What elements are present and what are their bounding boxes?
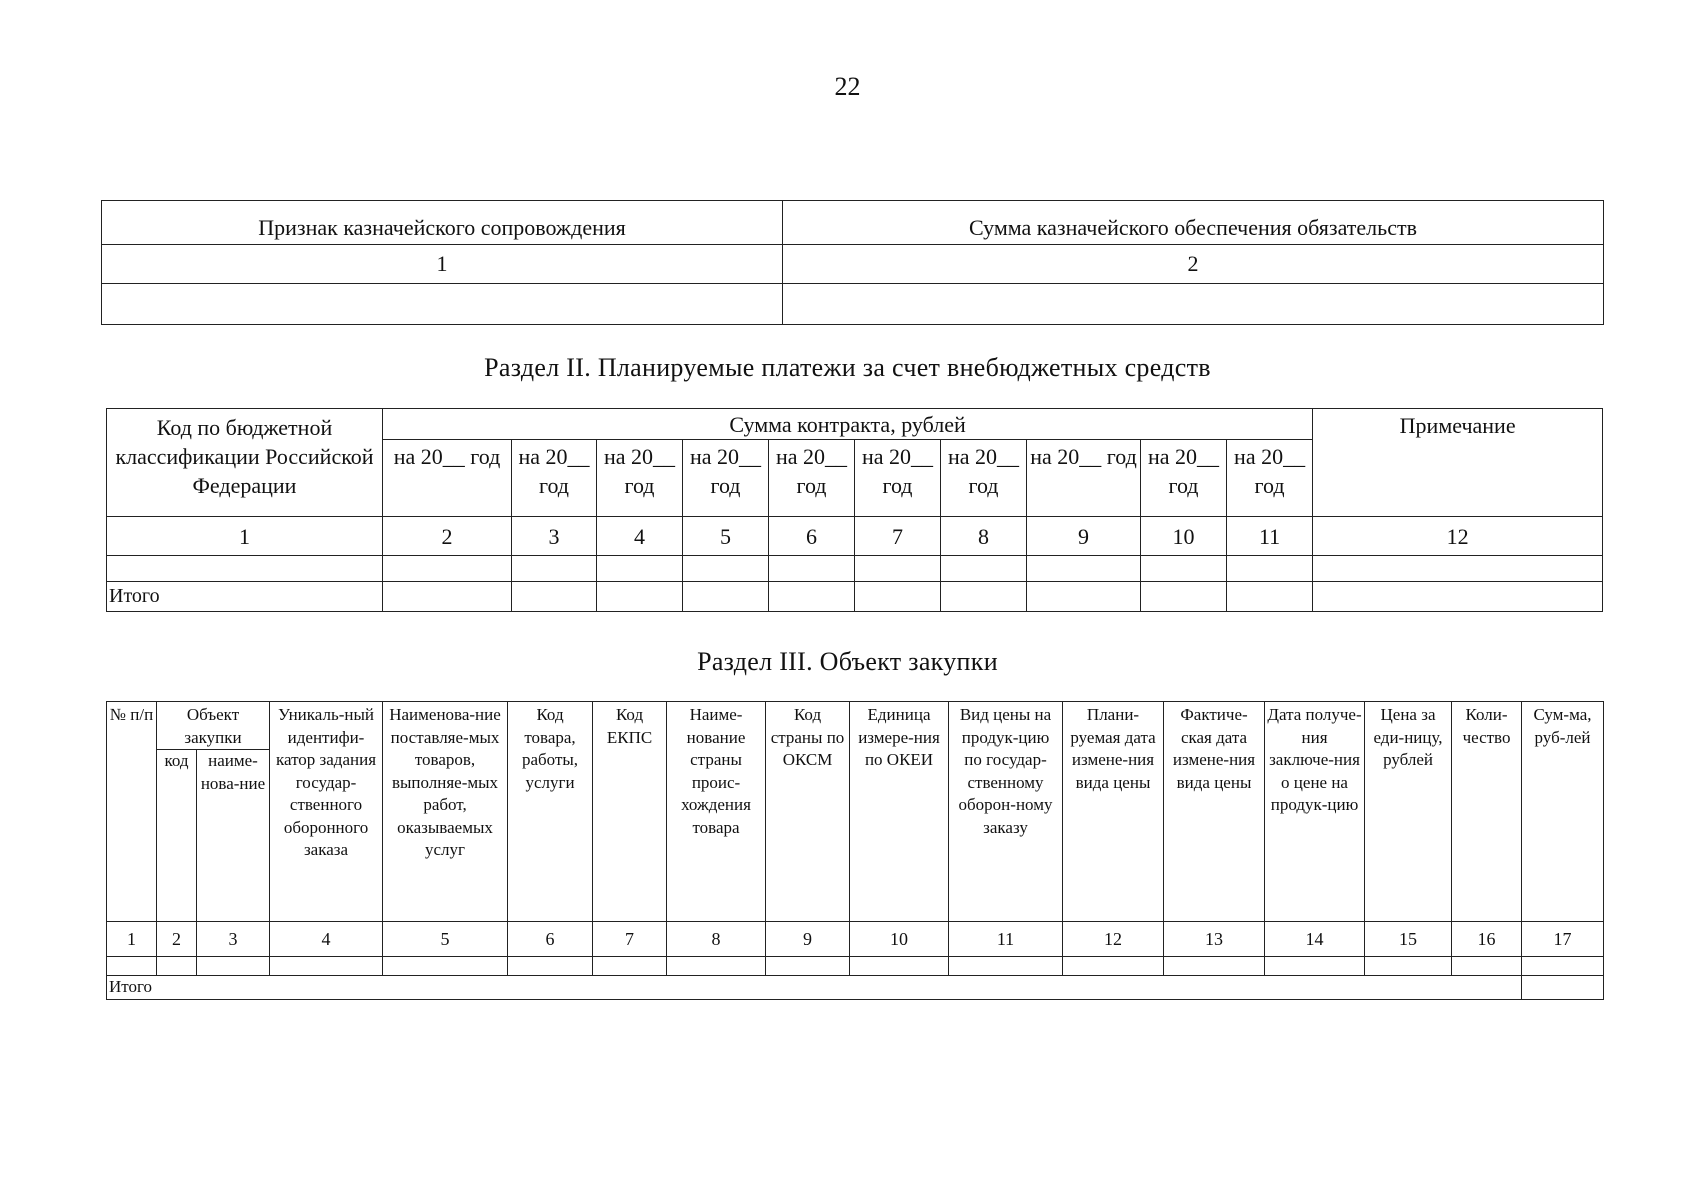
object-name-header: наиме-нова-ние [197, 750, 270, 922]
empty-cell [383, 582, 512, 612]
page-number: 22 [834, 72, 861, 101]
empty-cell [1027, 556, 1141, 582]
column-number: 6 [508, 922, 593, 957]
planned-date-header: Плани-руемая дата измене-ния вида цены [1063, 702, 1164, 922]
treasury-sum-header: Сумма казначейского обеспечения обязательств [783, 201, 1604, 245]
column-number: 6 [769, 517, 855, 556]
year-header: на 20__ год [769, 440, 855, 517]
goods-code-header: Код товара, работы, услуги [508, 702, 593, 922]
column-number: 14 [1265, 922, 1365, 957]
unit-header: Единица измере-ния по ОКЕИ [850, 702, 949, 922]
column-number: 3 [197, 922, 270, 957]
ekps-code-header: Код ЕКПС [593, 702, 667, 922]
empty-cell [383, 957, 508, 976]
quantity-header: Коли-чество [1452, 702, 1522, 922]
column-number: 1 [102, 245, 783, 284]
country-name-header: Наиме-нование страны проис-хождения товара [667, 702, 766, 922]
procurement-object-header: Объект закупки [157, 702, 270, 750]
goods-name-header: Наименова-ние поставляе-мых товаров, выполняе-мых работ, оказываемых услуг [383, 702, 508, 922]
empty-cell [855, 556, 941, 582]
contract-sum-header: Сумма контракта, рублей [383, 409, 1313, 440]
empty-cell [1265, 957, 1365, 976]
empty-cell [783, 284, 1604, 325]
empty-cell [1063, 957, 1164, 976]
empty-cell [941, 556, 1027, 582]
column-number: 8 [667, 922, 766, 957]
column-number: 5 [683, 517, 769, 556]
year-header: на 20__ год [512, 440, 597, 517]
empty-cell [683, 582, 769, 612]
column-number: 12 [1313, 517, 1603, 556]
row-number-header: № п/п [107, 702, 157, 922]
year-header: на 20__ год [597, 440, 683, 517]
column-number: 2 [383, 517, 512, 556]
empty-cell [508, 957, 593, 976]
total-label: Итого [107, 976, 1522, 1000]
column-number: 7 [855, 517, 941, 556]
empty-cell [1164, 957, 1265, 976]
section-3-title: Раздел III. Объект закупки [697, 647, 998, 676]
empty-cell [850, 957, 949, 976]
column-number: 5 [383, 922, 508, 957]
actual-date-header: Фактиче-ская дата измене-ния вида цены [1164, 702, 1265, 922]
empty-cell [1452, 957, 1522, 976]
year-header: на 20__ год [1027, 440, 1141, 517]
year-header: на 20__ год [941, 440, 1027, 517]
treasury-support-table [101, 200, 1604, 325]
section-2-title: Раздел II. Планируемые платежи за счет внебюджетных средств [484, 353, 1211, 382]
empty-cell [102, 284, 783, 325]
country-code-header: Код страны по ОКСМ [766, 702, 850, 922]
column-number: 13 [1164, 922, 1265, 957]
unique-identifier-header: Уникаль-ный идентифи-катор задания государ-ственного оборонного заказа [270, 702, 383, 922]
empty-cell [1522, 976, 1604, 1000]
object-code-header: код [157, 750, 197, 922]
total-label: Итого [107, 582, 383, 612]
empty-cell [383, 556, 512, 582]
empty-cell [107, 556, 383, 582]
column-number: 10 [1141, 517, 1227, 556]
year-header: на 20__ год [683, 440, 769, 517]
empty-cell [855, 582, 941, 612]
empty-cell [1522, 957, 1604, 976]
treasury-support-header: Признак казначейского сопровождения [102, 201, 783, 245]
empty-cell [1141, 582, 1227, 612]
column-number: 8 [941, 517, 1027, 556]
empty-cell [769, 556, 855, 582]
column-number: 4 [597, 517, 683, 556]
empty-cell [597, 556, 683, 582]
column-number: 16 [1452, 922, 1522, 957]
year-header: на 20__ год [855, 440, 941, 517]
empty-cell [941, 582, 1027, 612]
empty-cell [597, 582, 683, 612]
empty-cell [157, 957, 197, 976]
column-number: 9 [766, 922, 850, 957]
empty-cell [1365, 957, 1452, 976]
extrabudgetary-payments-table [106, 408, 1603, 612]
empty-cell [1313, 582, 1603, 612]
empty-cell [949, 957, 1063, 976]
column-number: 11 [949, 922, 1063, 957]
empty-cell [512, 582, 597, 612]
empty-cell [270, 957, 383, 976]
empty-cell [1141, 556, 1227, 582]
conclusion-date-header: Дата получе-ния заключе-ния о цене на продук-цию [1265, 702, 1365, 922]
empty-cell [1227, 582, 1313, 612]
column-number: 11 [1227, 517, 1313, 556]
empty-cell [512, 556, 597, 582]
empty-cell [593, 957, 667, 976]
column-number: 1 [107, 517, 383, 556]
empty-cell [766, 957, 850, 976]
procurement-object-table [106, 701, 1604, 1000]
empty-cell [667, 957, 766, 976]
column-number: 3 [512, 517, 597, 556]
column-number: 7 [593, 922, 667, 957]
empty-cell [769, 582, 855, 612]
empty-cell [683, 556, 769, 582]
column-number: 2 [157, 922, 197, 957]
column-number: 12 [1063, 922, 1164, 957]
price-type-header: Вид цены на продук-цию по государ-ственному оборон-ному заказу [949, 702, 1063, 922]
column-number: 15 [1365, 922, 1452, 957]
empty-cell [1027, 582, 1141, 612]
empty-cell [107, 957, 157, 976]
column-number: 10 [850, 922, 949, 957]
year-header: на 20__ год [383, 440, 512, 517]
unit-price-header: Цена за еди-ницу, рублей [1365, 702, 1452, 922]
empty-cell [1227, 556, 1313, 582]
column-number: 4 [270, 922, 383, 957]
empty-cell [1313, 556, 1603, 582]
year-header: на 20__ год [1141, 440, 1227, 517]
budget-code-header: Код по бюджетной классификации Российской Федерации [107, 409, 383, 517]
sum-header: Сум-ма, руб-лей [1522, 702, 1604, 922]
column-number: 1 [107, 922, 157, 957]
empty-cell [197, 957, 270, 976]
column-number: 9 [1027, 517, 1141, 556]
column-number: 17 [1522, 922, 1604, 957]
column-number: 2 [783, 245, 1604, 284]
year-header: на 20__ год [1227, 440, 1313, 517]
note-header: Примечание [1313, 409, 1603, 517]
